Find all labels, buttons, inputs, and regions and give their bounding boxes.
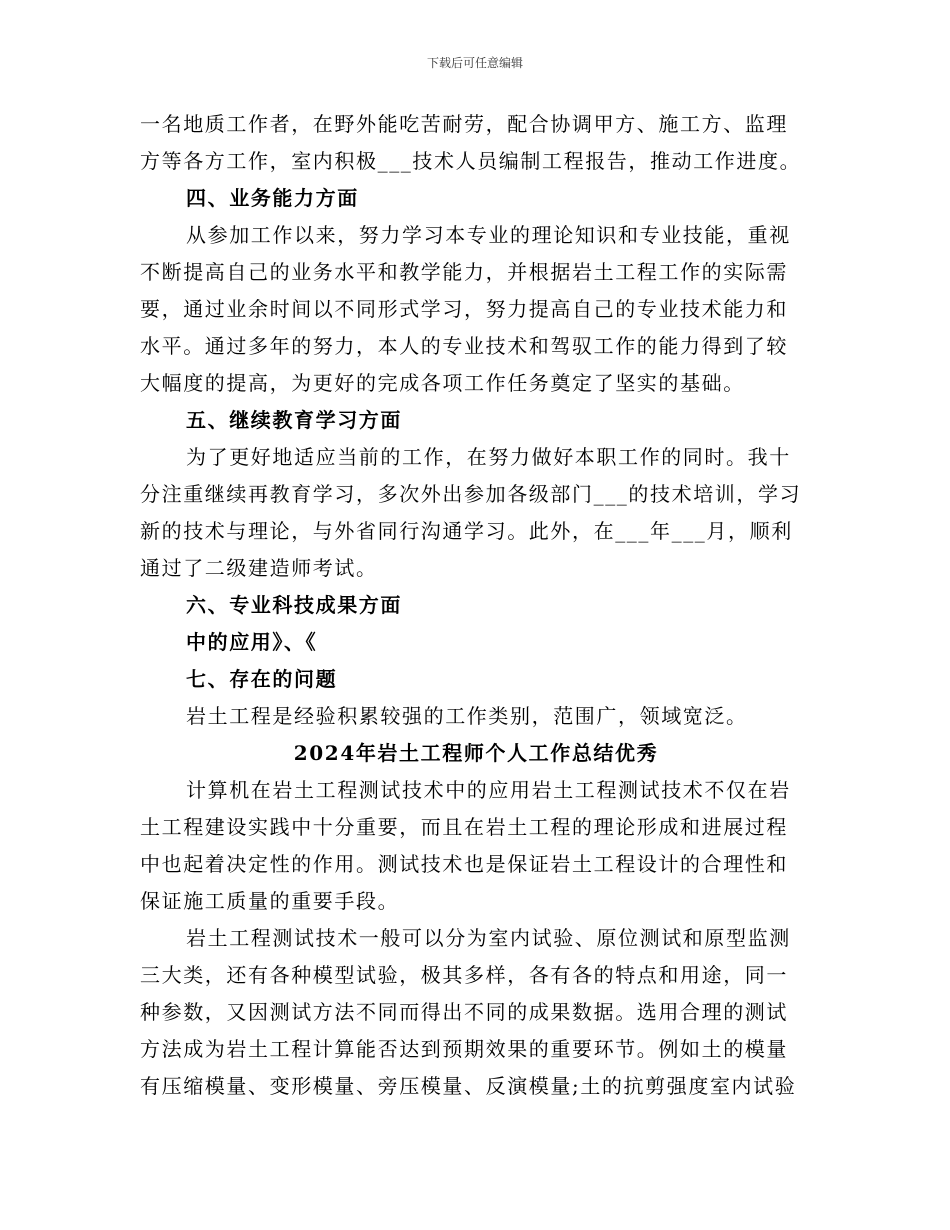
text-line: 方等各方工作，室内积极___技术人员编制工程报告，推动工作进度。 bbox=[140, 149, 802, 173]
page-header-note: 下载后可任意编辑 bbox=[426, 56, 523, 70]
text-line: 一名地质工作者，在野外能吃苦耐劳，配合协调甲方、施工方、监理 bbox=[140, 112, 788, 136]
section-heading: 七、存在的问题 bbox=[186, 667, 338, 691]
text-line: 新的技术与理论，与外省同行沟通学习。此外，在___年___月，顺利 bbox=[140, 519, 793, 543]
text-line: 水平。通过多年的努力，本人的专业技术和驾驭工作的能力得到了较 bbox=[140, 334, 788, 358]
text-line: 岩土工程是经验积累较强的工作类别，范围广，领域宽泛。 bbox=[186, 704, 748, 728]
text-line: 种参数，又因测试方法不同而得出不同的成果数据。选用合理的测试 bbox=[140, 1000, 788, 1024]
text-line: 为了更好地适应当前的工作，在努力做好本职工作的同时。我十 bbox=[186, 445, 791, 469]
text-line: 通过了二级建造师考试。 bbox=[140, 556, 378, 580]
document-title: 2024年岩土工程师个人工作总结优秀 bbox=[293, 741, 659, 765]
text-line: 保证施工质量的重要手段。 bbox=[140, 889, 400, 913]
text-line: 计算机在岩土工程测试技术中的应用岩土工程测试技术不仅在岩 bbox=[186, 778, 791, 802]
document-body bbox=[140, 106, 812, 1105]
text-line: 岩土工程测试技术一般可以分为室内试验、原位测试和原型监测 bbox=[186, 926, 791, 950]
text-line: 从参加工作以来，努力学习本专业的理论知识和专业技能，重视 bbox=[186, 223, 791, 247]
text-line: 三大类，还有各种模型试验，极其多样，各有各的特点和用途，同一 bbox=[140, 963, 788, 987]
text-line: 土工程建设实践中十分重要，而且在岩土工程的理论形成和进展过程 bbox=[140, 815, 788, 839]
section-heading: 中的应用》、《 bbox=[186, 630, 318, 654]
section-heading: 五、继续教育学习方面 bbox=[186, 408, 402, 432]
text-line: 中也起着决定性的作用。测试技术也是保证岩土工程设计的合理性和 bbox=[140, 852, 788, 876]
text-line: 大幅度的提高，为更好的完成各项工作任务奠定了坚实的基础。 bbox=[140, 371, 745, 395]
text-line: 要，通过业余时间以不同形式学习，努力提高自己的专业技术能力和 bbox=[140, 297, 788, 321]
text-line: 分注重继续再教育学习，多次外出参加各级部门___的技术培训，学习 bbox=[140, 482, 802, 506]
text-line: 有压缩模量、变形模量、旁压模量、反演模量;土的抗剪强度室内试验 bbox=[140, 1074, 797, 1098]
text-line: 不断提高自己的业务水平和教学能力，并根据岩土工程工作的实际需 bbox=[140, 260, 788, 284]
text-line: 方法成为岩土工程计算能否达到预期效果的重要环节。例如土的模量 bbox=[140, 1037, 788, 1061]
section-heading: 六、专业科技成果方面 bbox=[186, 593, 402, 617]
section-heading: 四、业务能力方面 bbox=[186, 186, 359, 210]
